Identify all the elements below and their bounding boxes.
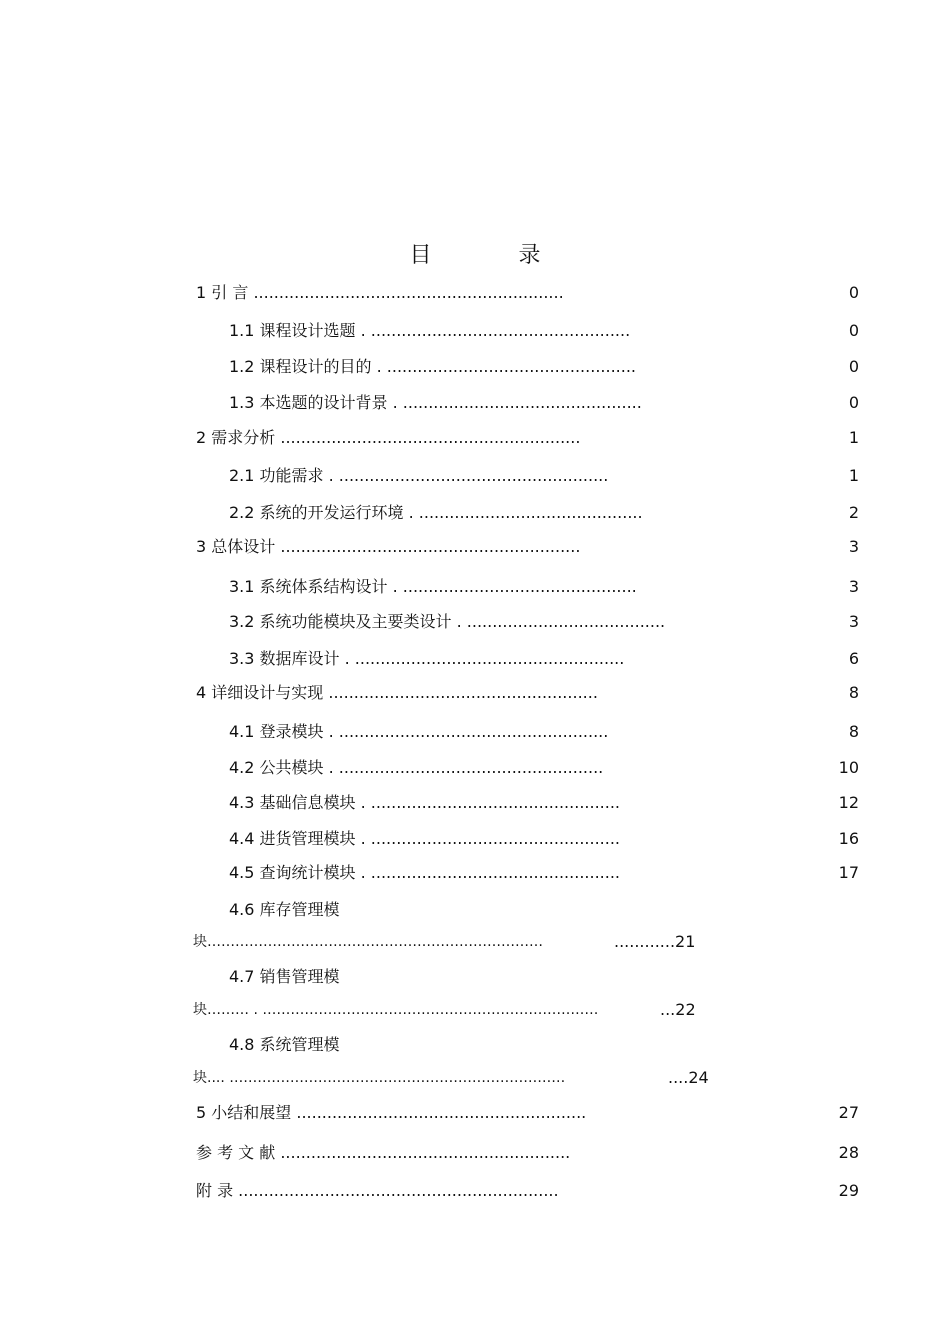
toc-entry-text: 2.1 功能需求 . ..................................................... (229, 466, 609, 485)
toc-entry-text: 2.2 系统的开发运行环境 . ............................................ (229, 503, 643, 522)
toc-entry-text: 附 录 ............................................................... (196, 1181, 559, 1200)
toc-page-2-1: 1 (848, 466, 859, 485)
toc-entry-1[interactable] (196, 283, 564, 303)
toc-page-1: 0 (848, 283, 859, 302)
toc-entry-text: 4.1 登录模块 . ..................................................... (229, 722, 609, 741)
toc-entry-4-6-line1[interactable]: 4.6 库存管理模 (229, 900, 340, 919)
toc-title: 目 录 (409, 243, 581, 268)
toc-entry-text: 4.5 查询统计模块 . ................................................. (229, 863, 621, 882)
toc-entry-text: 4.2 公共模块 . .................................................... (229, 758, 604, 777)
toc-page-1-2: 0 (848, 357, 859, 376)
toc-page-4-3: 12 (838, 793, 859, 812)
toc-entry-4-7-page: ...22 (660, 1000, 696, 1019)
toc-entry-1-3[interactable] (229, 393, 642, 413)
toc-entry-5[interactable] (196, 1103, 586, 1123)
toc-entry-2-2[interactable] (229, 503, 643, 523)
toc-entry-references[interactable] (196, 1143, 570, 1163)
toc-entry-text: 5 小结和展望 ......................................................... (196, 1103, 587, 1122)
toc-page-appendix: 29 (838, 1181, 859, 1200)
toc-entry-3-1[interactable] (229, 577, 637, 597)
toc-page-4-5: 17 (838, 863, 859, 882)
toc-entry-text: 3.3 数据库设计 . ..................................................... (229, 649, 625, 668)
toc-page-1-3: 0 (848, 393, 859, 412)
toc-page-5: 27 (838, 1103, 859, 1122)
toc-entry-4-7-line2: 块……… . ……………………………………………………………… (193, 1002, 599, 1018)
toc-entry-2[interactable] (196, 428, 580, 448)
toc-page-4-4: 16 (838, 829, 859, 848)
toc-entry-text: 1.1 课程设计选题 . ................................................... (229, 321, 631, 340)
toc-page-4-1: 8 (848, 722, 859, 741)
toc-entry-4[interactable] (196, 683, 598, 703)
toc-entry-text: 1.3 本选题的设计背景 . ............................................... (229, 393, 642, 412)
toc-entry-1-1[interactable] (229, 321, 630, 341)
toc-entry-text: 1 引 言 ............................................................. (196, 283, 564, 302)
toc-entry-text: 3 总体设计 ........................................................... (196, 537, 581, 556)
toc-entry-4-1[interactable] (229, 722, 608, 742)
toc-page-1-1: 0 (848, 321, 859, 340)
toc-page-3-3: 6 (848, 649, 859, 668)
toc-entry-4-8-line1[interactable]: 4.8 系统管理模 (229, 1035, 340, 1054)
toc-entry-4-6-page: ............21 (614, 932, 696, 951)
toc-entry-appendix[interactable] (196, 1181, 559, 1201)
toc-entry-4-8-line2: 块.... ……………………………………………………………… (193, 1070, 566, 1086)
toc-page-references: 28 (838, 1143, 859, 1162)
toc-entry-3-2[interactable] (229, 612, 665, 632)
toc-entry-text: 4.4 进货管理模块 . ................................................. (229, 829, 621, 848)
toc-entry-1-2[interactable] (229, 357, 636, 377)
toc-entry-4-5[interactable] (229, 863, 620, 883)
toc-entry-4-7-line1[interactable]: 4.7 销售管理模 (229, 967, 340, 986)
toc-entry-text: 3.2 系统功能模块及主要类设计 . ....................................... (229, 612, 666, 631)
toc-page-2: 1 (848, 428, 859, 447)
toc-entry-4-6-line2: 块……………………………………………………………… (193, 934, 543, 950)
toc-entry-text: 4 详细设计与实现 ..................................................... (196, 683, 598, 702)
toc-page-4-2: 10 (838, 758, 859, 777)
toc-page-2-2: 2 (848, 503, 859, 522)
toc-page-3: 3 (848, 537, 859, 556)
toc-entry-text: 3.1 系统体系结构设计 . .............................................. (229, 577, 637, 596)
toc-entry-text: 2 需求分析 ........................................................... (196, 428, 581, 447)
toc-page-3-2: 3 (848, 612, 859, 631)
toc-entry-4-3[interactable] (229, 793, 620, 813)
toc-page-4: 8 (848, 683, 859, 702)
toc-entry-text: 参 考 文 献 ......................................................... (196, 1143, 571, 1162)
toc-entry-4-8-page: ....24 (668, 1068, 709, 1087)
toc-entry-2-1[interactable] (229, 466, 608, 486)
toc-entry-text: 4.3 基础信息模块 . ................................................. (229, 793, 621, 812)
toc-page-3-1: 3 (848, 577, 859, 596)
toc-entry-4-4[interactable] (229, 829, 620, 849)
toc-entry-3-3[interactable] (229, 649, 624, 669)
toc-entry-4-2[interactable] (229, 758, 603, 778)
toc-entry-text: 1.2 课程设计的目的 . ................................................. (229, 357, 637, 376)
toc-entry-3[interactable] (196, 537, 580, 557)
